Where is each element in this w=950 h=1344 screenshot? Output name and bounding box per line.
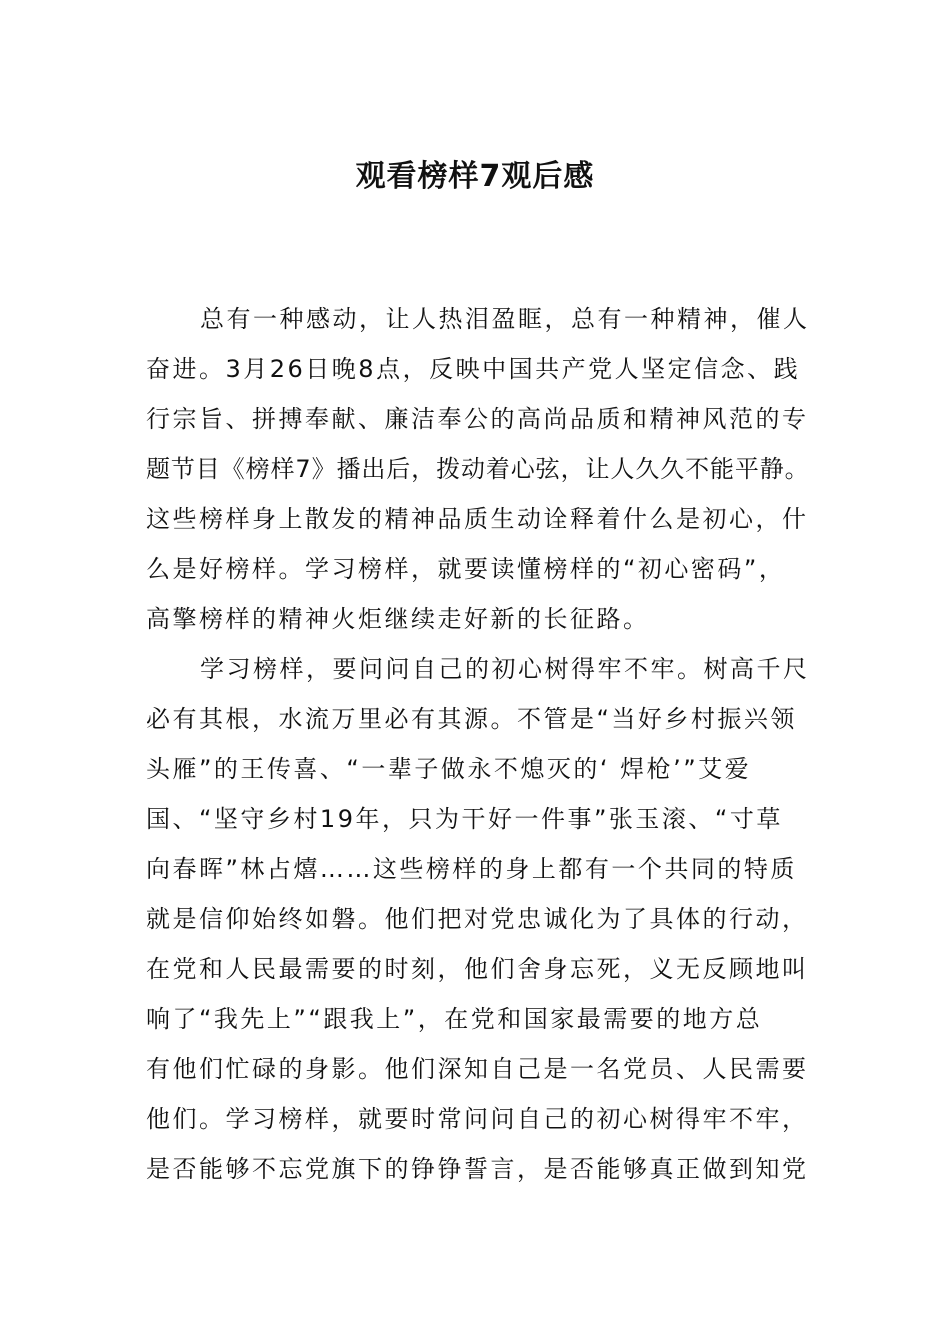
paragraph-line: 行宗旨、拼搏奉献、廉洁奉公的高尚品质和精神风范的专: [146, 405, 809, 433]
paragraph-line: 奋进。3月26日晚8点，反映中国共产党人坚定信念、践: [146, 355, 801, 383]
paragraph-line: 有他们忙碌的身影。他们深知自己是一名党员、人民需要: [146, 1055, 809, 1083]
paragraph-line: 学习榜样，要问问自己的初心树得牢不牢。树高千尺: [200, 655, 810, 683]
paragraph-line: 这些榜样身上散发的精神品质生动诠释着什么是初心，什: [146, 505, 809, 533]
paragraph-line: 国、“坚守乡村19年，只为干好一件事”张玉滚、“寸草: [146, 805, 783, 833]
paragraph-line: 高擎榜样的精神火炬继续走好新的长征路。: [146, 605, 650, 633]
paragraph-line: 是否能够不忘党旗下的铮铮誓言，是否能够真正做到知党: [146, 1155, 809, 1183]
paragraph-line: 就是信仰始终如磐。他们把对党忠诚化为了具体的行动，: [146, 905, 809, 933]
paragraph-line: 么是好榜样。学习榜样，就要读懂榜样的“初心密码”，: [146, 555, 786, 583]
document-body: [146, 294, 846, 1194]
paragraph-line: 题节目《榜样7》播出后，拨动着心弦，让人久久不能平静。: [146, 455, 810, 483]
paragraph-line: 头雁”的王传喜、“一辈子做永不熄灭的‘ 焊枪’”艾爱: [146, 755, 752, 783]
paragraph-line: 向春晖”林占熺……这些榜样的身上都有一个共同的特质: [146, 855, 797, 883]
paragraph-line: 总有一种感动，让人热泪盈眶，总有一种精神，催人: [200, 305, 810, 333]
paragraph-line: 必有其根，水流万里必有其源。不管是“当好乡村振兴领: [146, 705, 797, 733]
paragraph-line: 响了“我先上”“跟我上”，在党和国家最需要的地方总: [146, 1005, 763, 1033]
paragraph-line: 他们。学习榜样，就要时常问问自己的初心树得牢不牢，: [146, 1105, 809, 1133]
paragraph-line: 在党和人民最需要的时刻，他们舍身忘死，义无反顾地叫: [146, 955, 809, 983]
document-title: 观看榜样7观后感: [355, 159, 595, 194]
